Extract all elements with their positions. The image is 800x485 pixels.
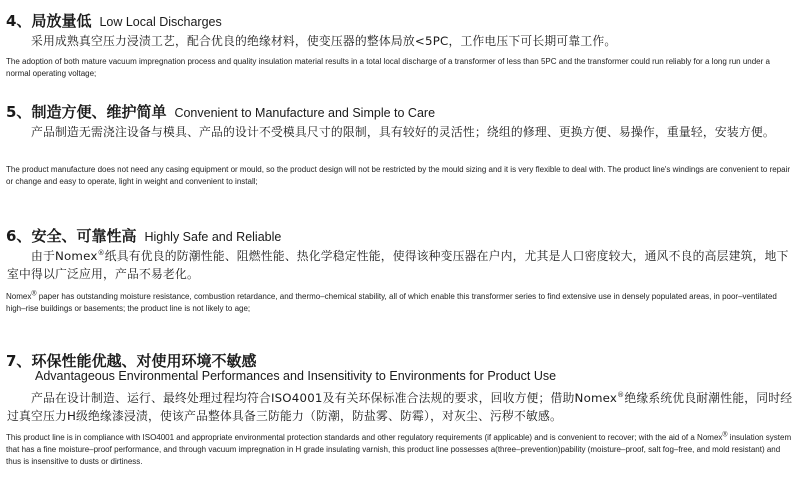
registered-mark: ® [31,290,37,298]
section-4-body-en: The adoption of both mature vacuum impregnation process and quality insulation material results in a total local discharge of a transformer of less than 5PC and the transformer could run reliably for a long run under a normal operating voltage; [6,57,770,78]
section-6-body-en: Nomex® paper has outstanding moisture resistance, combustion retardance, and thermo–chemical stability, all of which enable this transformer series to find extensive use in densely populated areas, in poor–ventilated high–rise buildings or basements; the product line is not likely to age; [6,290,777,313]
registered-mark: ® [97,249,105,258]
section-6 [0,225,800,313]
section-5-title-cn: 制造方便、维护简单 [31,103,167,121]
section-6-heading [6,225,800,246]
section-7 [0,350,800,466]
section-6-title-cn: 安全、可靠性高 [31,227,137,245]
section-7-heading [6,350,800,371]
registered-mark: ® [617,391,625,400]
section-4-title-cn: 局放量低 [31,12,92,30]
section-5-body-cn: 产品制造无需浇注设备与模具、产品的设计不受模具尺寸的限制，具有较好的灵活性；绕组的修理、更换方便、易操作，重量轻，安装方便。 [31,125,775,139]
section-7-body-cn: 产品在设计制造、运行、最终处理过程均符合ISO4001及有关环保标准合法规的要求，回收方便；借助Nomex®绝缘系统优良耐潮性能，同时经过真空压力H级绝缘漆浸渍，使该产品整体具备三防能力（防潮，防盐雾、防霉），对灰尘、污秽不敏感。 [7,391,793,423]
section-7-title-en: Advantageous Environmental Performances and Insensitivity to Environments for Product Use [35,369,557,383]
section-7-body-en: This product line is in compliance with ISO4001 and appropriate environmental protection standards and other regulatory requirements (if applicable) and is convenient to recover; with the aid of a Nomex® insulation system that has a fine moisture–proof performance, and through vacuum impregnation in H grade insulating varnish, this product line possesses a(three–prevention)pability (moisture–proof, salt fog–free, and mold resistant) and thus is insensitive to dusts or dirtiness. [6,431,792,466]
section-4 [0,10,800,78]
section-4-heading [6,10,800,31]
section-6-title-en: Highly Safe and Reliable [144,230,282,244]
section-4-number: 4、 [6,12,32,30]
section-5-title-en: Convenient to Manufacture and Simple to Care [174,106,436,120]
section-4-title-en: Low Local Discharges [99,15,222,29]
section-7-title-cn: 环保性能优越、对使用环境不敏感 [31,352,257,370]
section-5-heading [6,101,800,122]
section-7-number: 7、 [6,352,32,370]
section-6-number: 6、 [6,227,32,245]
section-5 [0,101,800,186]
section-5-number: 5、 [6,103,32,121]
section-4-body-cn: 采用成熟真空压力浸渍工艺，配合优良的绝缘材料，使变压器的整体局放<5PC，工作电压下可长期可靠工作。 [31,34,617,48]
registered-mark: ® [722,431,728,439]
section-5-body-en: The product manufacture does not need any casing equipment or mould, so the product design will not be restricted by the mould sizing and it is very flexible to deal with. The product line's windings are convenient to repair or change and easy to operate, light in weight and convenient to install; [6,165,791,186]
section-6-body-cn: 由于Nomex®纸具有优良的防潮性能、阻燃性能、热化学稳定性能，使得该种变压器在户内，尤其是人口密度较大，通风不良的高层建筑，地下室中得以广泛应用，产品不易老化。 [7,249,789,281]
